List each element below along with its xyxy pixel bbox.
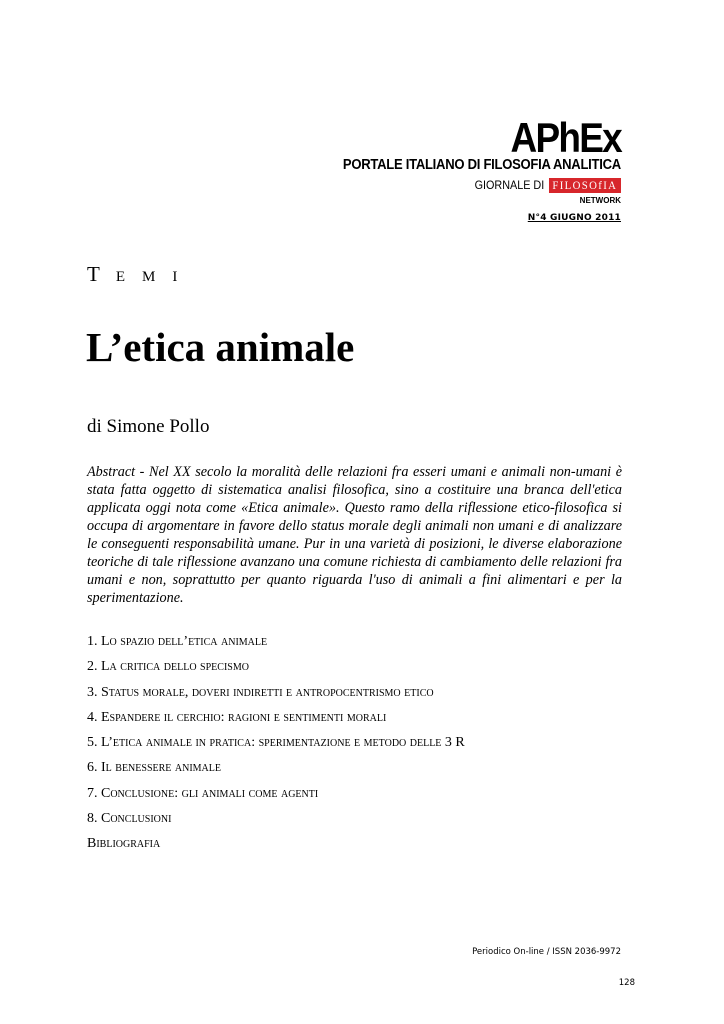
network-label: NETWORK bbox=[579, 196, 621, 205]
article-abstract: Abstract - Nel XX secolo la moralità delle relazioni fra esseri umani e animali non-umani è stata fatta oggetto di sistematica analisi filosofica, sino a costituire una branca dell'etica applicata oggi nota come «Etica animale». Questo ramo della riflessione etico-filosofica si occupa di argomentare in favore dello status morale degli animali non umani e di analizzare le conseguenti responsabilità umane. Pur in una varietà di posizioni, le diverse elaborazione teoriche di tale riflessione avanzano una comune richiesta di cambiamento delle relazioni fra umani e non, soprattutto per quanto riguarda l'uso di animali a fini alimentari e per la sperimentazione. bbox=[87, 464, 622, 606]
toc-item: 8. Conclusioni bbox=[87, 811, 172, 827]
toc-item-bibliography: Bibliografia bbox=[87, 836, 161, 852]
portal-name: PORTALE ITALIANO DI FILOSOFIA ANALITICA bbox=[342, 157, 621, 173]
giornale-row bbox=[343, 177, 621, 193]
toc-item: 7. Conclusione: gli animali come agenti bbox=[87, 785, 319, 801]
page-number: 128 bbox=[618, 978, 635, 988]
article-title: L’etica animale bbox=[86, 324, 355, 370]
article-author: di Simone Pollo bbox=[87, 416, 210, 437]
giornale-label: GIORNALE DI bbox=[474, 178, 545, 192]
journal-logo: APhEx bbox=[510, 114, 621, 161]
toc-item: 4. Espandere il cerchio: ragioni e sentimenti morali bbox=[87, 709, 387, 725]
toc-item: 2. La critica dello specismo bbox=[87, 659, 249, 675]
section-label bbox=[87, 262, 194, 287]
toc-item: 5. L’etica animale in pratica: sperimentazione e metodo delle 3 R bbox=[87, 735, 465, 751]
journal-masthead bbox=[312, 114, 621, 223]
footer-issn: Periodico On-line / ISSN 2036-9972 bbox=[472, 947, 621, 957]
filosofia-logo-badge: FILOSOfIA bbox=[549, 178, 621, 193]
section-label-rest: EMI bbox=[115, 269, 195, 285]
issue-number: N°4 GIUGNO 2011 bbox=[527, 213, 621, 223]
table-of-contents bbox=[87, 632, 465, 860]
toc-item: 3. Status morale, doveri indiretti e antropocentrismo etico bbox=[87, 684, 434, 700]
toc-item: 1. Lo spazio dell’etica animale bbox=[87, 634, 268, 649]
section-label-initial: T bbox=[87, 262, 116, 286]
toc-item: 6. Il benessere animale bbox=[87, 760, 221, 776]
